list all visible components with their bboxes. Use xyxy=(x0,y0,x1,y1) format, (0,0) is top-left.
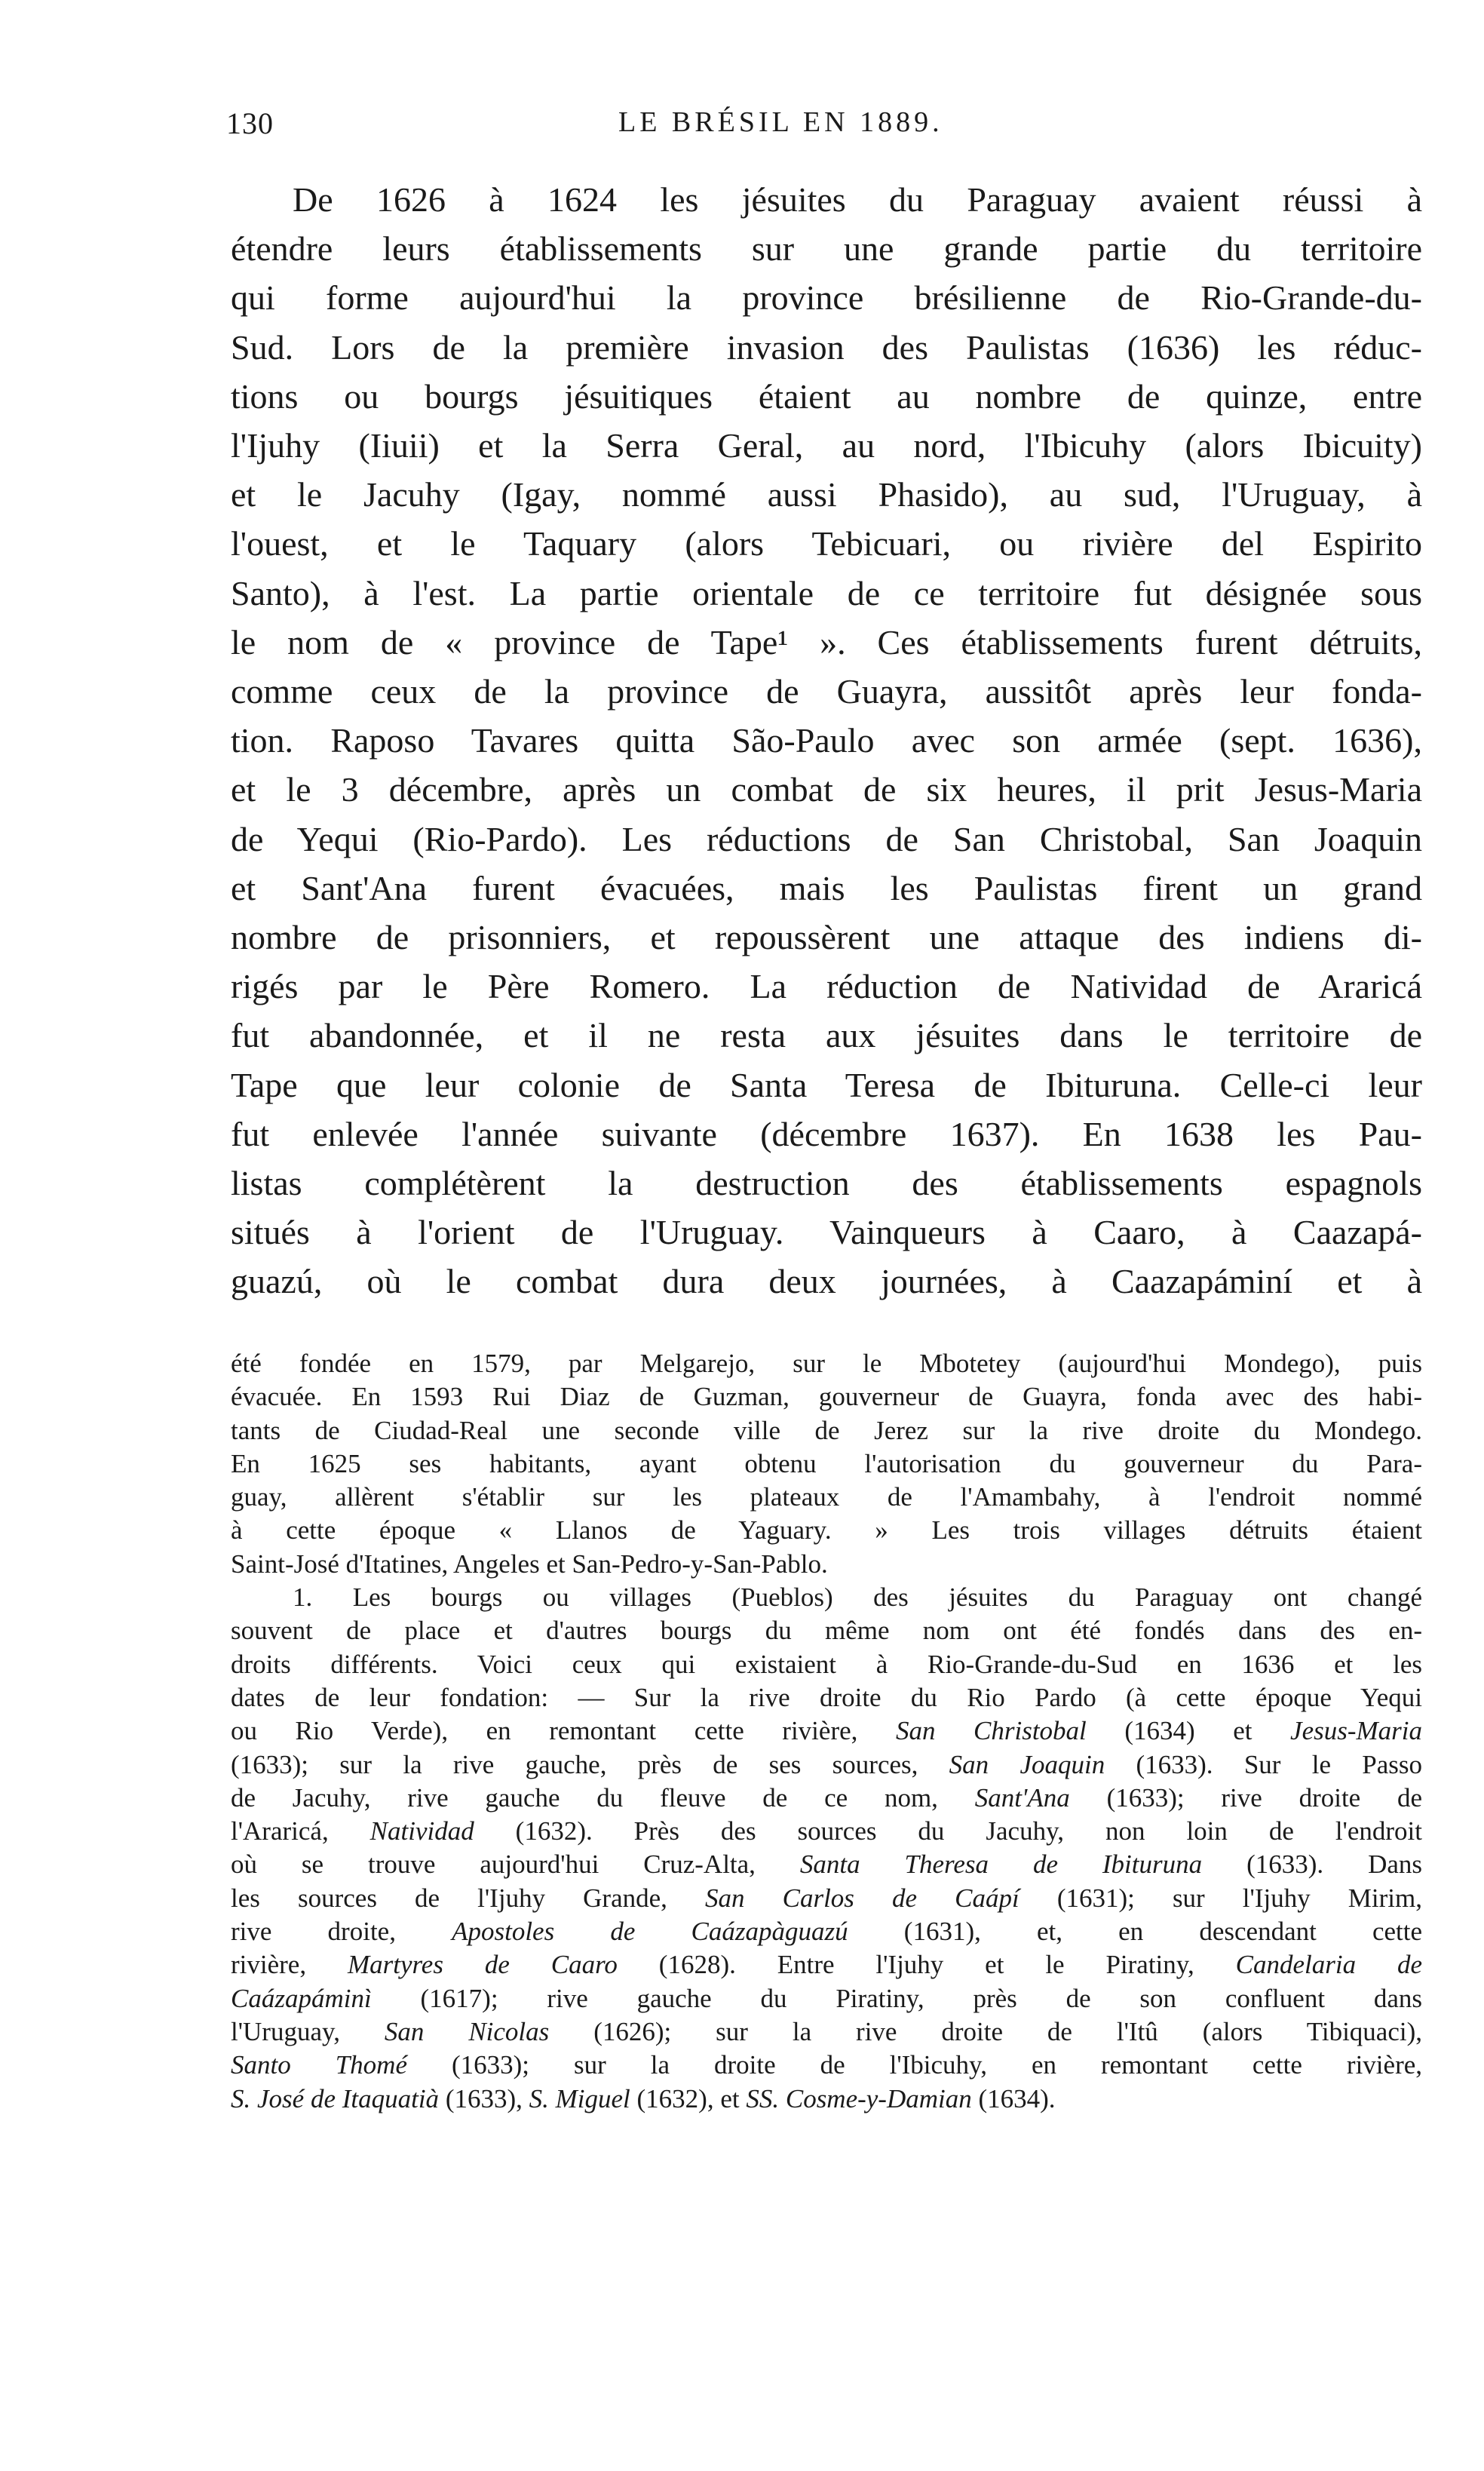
plain-text: (1633); sur la droite de l'Ibicuhy, en remontant cette rivière, xyxy=(451,2050,1422,2080)
footnote-line: En 1625 ses habitants, ayant obtenu l'autorisation du gouverneur du Para- xyxy=(231,1448,1422,1478)
footnote-1-line: souvent de place et d'autres bourgs du même nom ont été fondés dans des en- xyxy=(231,1616,1422,1646)
text-line: Sud. Lors de la première invasion des Paulistas (1636) les réduc- xyxy=(231,327,1422,367)
plain-text: de Jacuhy, rive gauche du fleuve de ce nom, xyxy=(231,1782,938,1813)
plain-text: l'Uruguay, xyxy=(231,2016,340,2046)
text-line: et le Jacuhy (Igay, nommé aussi Phasido), au sud, l'Uruguay, à xyxy=(231,475,1422,514)
plain-text: (1633), xyxy=(445,2083,523,2113)
page-number: 130 xyxy=(226,106,274,140)
text-line: le nom de « province de Tape¹ ». Ces établissements furent détruits, xyxy=(231,622,1422,661)
place-name: Natividad xyxy=(369,1816,474,1846)
footnote-1-line xyxy=(231,1882,1422,1915)
plain-text: (1633); rive droite de xyxy=(1106,1782,1422,1813)
footnote-1-line xyxy=(231,1948,1422,1981)
text-line: De 1626 à 1624 les jésuites du Paraguay avaient réussi à xyxy=(293,180,1422,219)
footnote-1-line xyxy=(231,1748,1422,1782)
footnote-1-line xyxy=(231,1815,1422,1848)
place-name: Martyres de Caaro xyxy=(347,1950,618,1980)
footnote-line: à cette époque « Llanos de Yaguary. » Les trois villages détruits étaient xyxy=(231,1515,1422,1546)
plain-text: ou Rio Verde), en remontant cette rivière, xyxy=(231,1716,858,1746)
plain-text: (1634). xyxy=(978,2083,1056,2113)
text-line: de Yequi (Rio-Pardo). Les réductions de San Christobal, San Joaquin xyxy=(231,819,1422,858)
plain-text: (1634) et xyxy=(1124,1716,1253,1746)
footnote-1-line xyxy=(231,1848,1422,1881)
running-title: LE BRÉSIL EN 1889. xyxy=(618,106,943,138)
plain-text: (1632). Près des sources du Jacuhy, non loin de l'endroit xyxy=(515,1816,1422,1846)
text-line: étendre leurs établissements sur une grande partie du territoire xyxy=(231,229,1422,269)
text-line: tions ou bourgs jésuitiques étaient au nombre de quinze, entre xyxy=(231,376,1422,416)
place-name: Santo Thomé xyxy=(231,2050,407,2080)
text-line: et Sant'Ana furent évacuées, mais les Paulistas firent un grand xyxy=(231,868,1422,907)
plain-text: rive droite, xyxy=(231,1917,396,1947)
footnote-1-line xyxy=(231,1982,1422,2015)
plain-text: (1633); sur la rive gauche, près de ses sources, xyxy=(231,1749,918,1779)
plain-text: (1617); rive gauche du Piratiny, près de son confluent dans xyxy=(420,1983,1422,2013)
text-line: comme ceux de la province de Guayra, aussitôt après leur fonda- xyxy=(231,672,1422,711)
footnote-1-line: dates de leur fondation: — Sur la rive droite du Rio Pardo (à cette époque Yequi xyxy=(231,1682,1422,1712)
text-line: Tape que leur colonie de Santa Teresa de Ibituruna. Celle-ci leur xyxy=(231,1065,1422,1104)
text-line: guazú, où le combat dura deux journées, à Caazapáminí et à xyxy=(231,1262,1422,1301)
footnote-line: guay, allèrent s'établir sur les plateaux de l'Amambahy, à l'endroit nommé xyxy=(231,1482,1422,1512)
footnote-line: tants de Ciudad-Real une seconde ville de Jerez sur la rive droite du Mondego. xyxy=(231,1415,1422,1445)
plain-text: (1626); sur la rive droite de l'Itû (alors Tibiquaci), xyxy=(593,2016,1422,2046)
text-line: l'ouest, et le Taquary (alors Tebicuari, ou rivière del Espirito xyxy=(231,524,1422,563)
text-line: fut enlevée l'année suivante (décembre 1637). En 1638 les Pau- xyxy=(231,1114,1422,1153)
place-name: Sant'Ana xyxy=(974,1782,1070,1813)
place-name: Santa Theresa de Ibituruna xyxy=(799,1849,1203,1880)
place-name: Caázapáminì xyxy=(231,1983,372,2013)
text-line: nombre de prisonniers, et repoussèrent une attaque des indiens di- xyxy=(231,918,1422,957)
plain-text: (1631), et, en descendant cette xyxy=(903,1917,1422,1947)
footnote-1-line: 1. Les bourgs ou villages (Pueblos) des jésuites du Paraguay ont changé xyxy=(293,1582,1422,1613)
place-name: Candelaria de xyxy=(1235,1950,1422,1980)
text-line: l'Ijuhy (Iiuii) et la Serra Geral, au nord, l'Ibicuhy (alors Ibicuity) xyxy=(231,426,1422,465)
footnote-1-line xyxy=(231,2015,1422,2049)
footnote-1-line xyxy=(231,1915,1422,1948)
plain-text: (1632), et xyxy=(636,2083,740,2113)
place-name: Jesus-Maria xyxy=(1290,1716,1422,1746)
plain-text: (1633). Dans xyxy=(1246,1849,1422,1880)
plain-text: (1628). Entre l'Ijuhy et le Piratiny, xyxy=(658,1950,1194,1980)
plain-text: (1633). Sur le Passo xyxy=(1136,1749,1422,1779)
footnote-line: été fondée en 1579, par Melgarejo, sur le Mbotetey (aujourd'hui Mondego), puis xyxy=(231,1349,1422,1378)
place-name: S. José de Itaquatià xyxy=(231,2083,440,2113)
running-head xyxy=(226,106,1418,151)
text-line: fut abandonnée, et il ne resta aux jésuites dans le territoire de xyxy=(231,1016,1422,1055)
footnotes xyxy=(231,1347,1422,2116)
footnote-1-line: droits différents. Voici ceux qui existaient à Rio-Grande-du-Sud en 1636 et les xyxy=(231,1649,1422,1679)
text-line: Santo), à l'est. La partie orientale de ce territoire fut désignée sous xyxy=(231,573,1422,612)
place-name: San Christobal xyxy=(895,1716,1087,1746)
text-line: rigés par le Père Romero. La réduction de Natividad de Araricá xyxy=(231,967,1422,1006)
plain-text: où se trouve aujourd'hui Cruz-Alta, xyxy=(231,1849,756,1880)
plain-text: (1631); sur l'Ijuhy Mirim, xyxy=(1056,1883,1422,1913)
plain-text: l'Araricá, xyxy=(231,1816,329,1846)
main-text xyxy=(231,175,1422,1306)
text-line: qui forme aujourd'hui la province brésilienne de Rio-Grande-du- xyxy=(231,278,1422,318)
footnote-1-line xyxy=(231,2049,1422,2082)
place-name: San Joaquin xyxy=(949,1749,1105,1779)
text-line: tion. Raposo Tavares quitta São-Paulo avec son armée (sept. 1636), xyxy=(231,721,1422,760)
text-line: listas complétèrent la destruction des établissements espagnols xyxy=(231,1164,1422,1203)
text-line: situés à l'orient de l'Uruguay. Vainqueurs à Caaro, à Caazapá- xyxy=(231,1213,1422,1252)
place-name: Apostoles de Caázapàguazú xyxy=(452,1917,848,1947)
text-line: et le 3 décembre, après un combat de six heures, il prit Jesus-Maria xyxy=(231,770,1422,809)
place-name: San Carlos de Caápí xyxy=(705,1883,1019,1913)
footnote-line: Saint-José d'Itatines, Angeles et San-Pedro-y-San-Pablo. xyxy=(231,1549,828,1579)
place-name: SS. Cosme-y-Damian xyxy=(746,2083,972,2113)
footnote-line: évacuée. En 1593 Rui Diaz de Guzman, gouverneur de Guayra, fonda avec des habi- xyxy=(231,1382,1422,1412)
place-name: San Nicolas xyxy=(384,2016,550,2046)
footnote-1-line xyxy=(231,1714,1422,1748)
plain-text: les sources de l'Ijuhy Grande, xyxy=(231,1883,667,1913)
footnote-1-line xyxy=(231,2083,1422,2116)
footnote-1-line xyxy=(231,1782,1422,1815)
plain-text: rivière, xyxy=(231,1950,307,1980)
place-name: S. Miguel xyxy=(529,2083,630,2113)
